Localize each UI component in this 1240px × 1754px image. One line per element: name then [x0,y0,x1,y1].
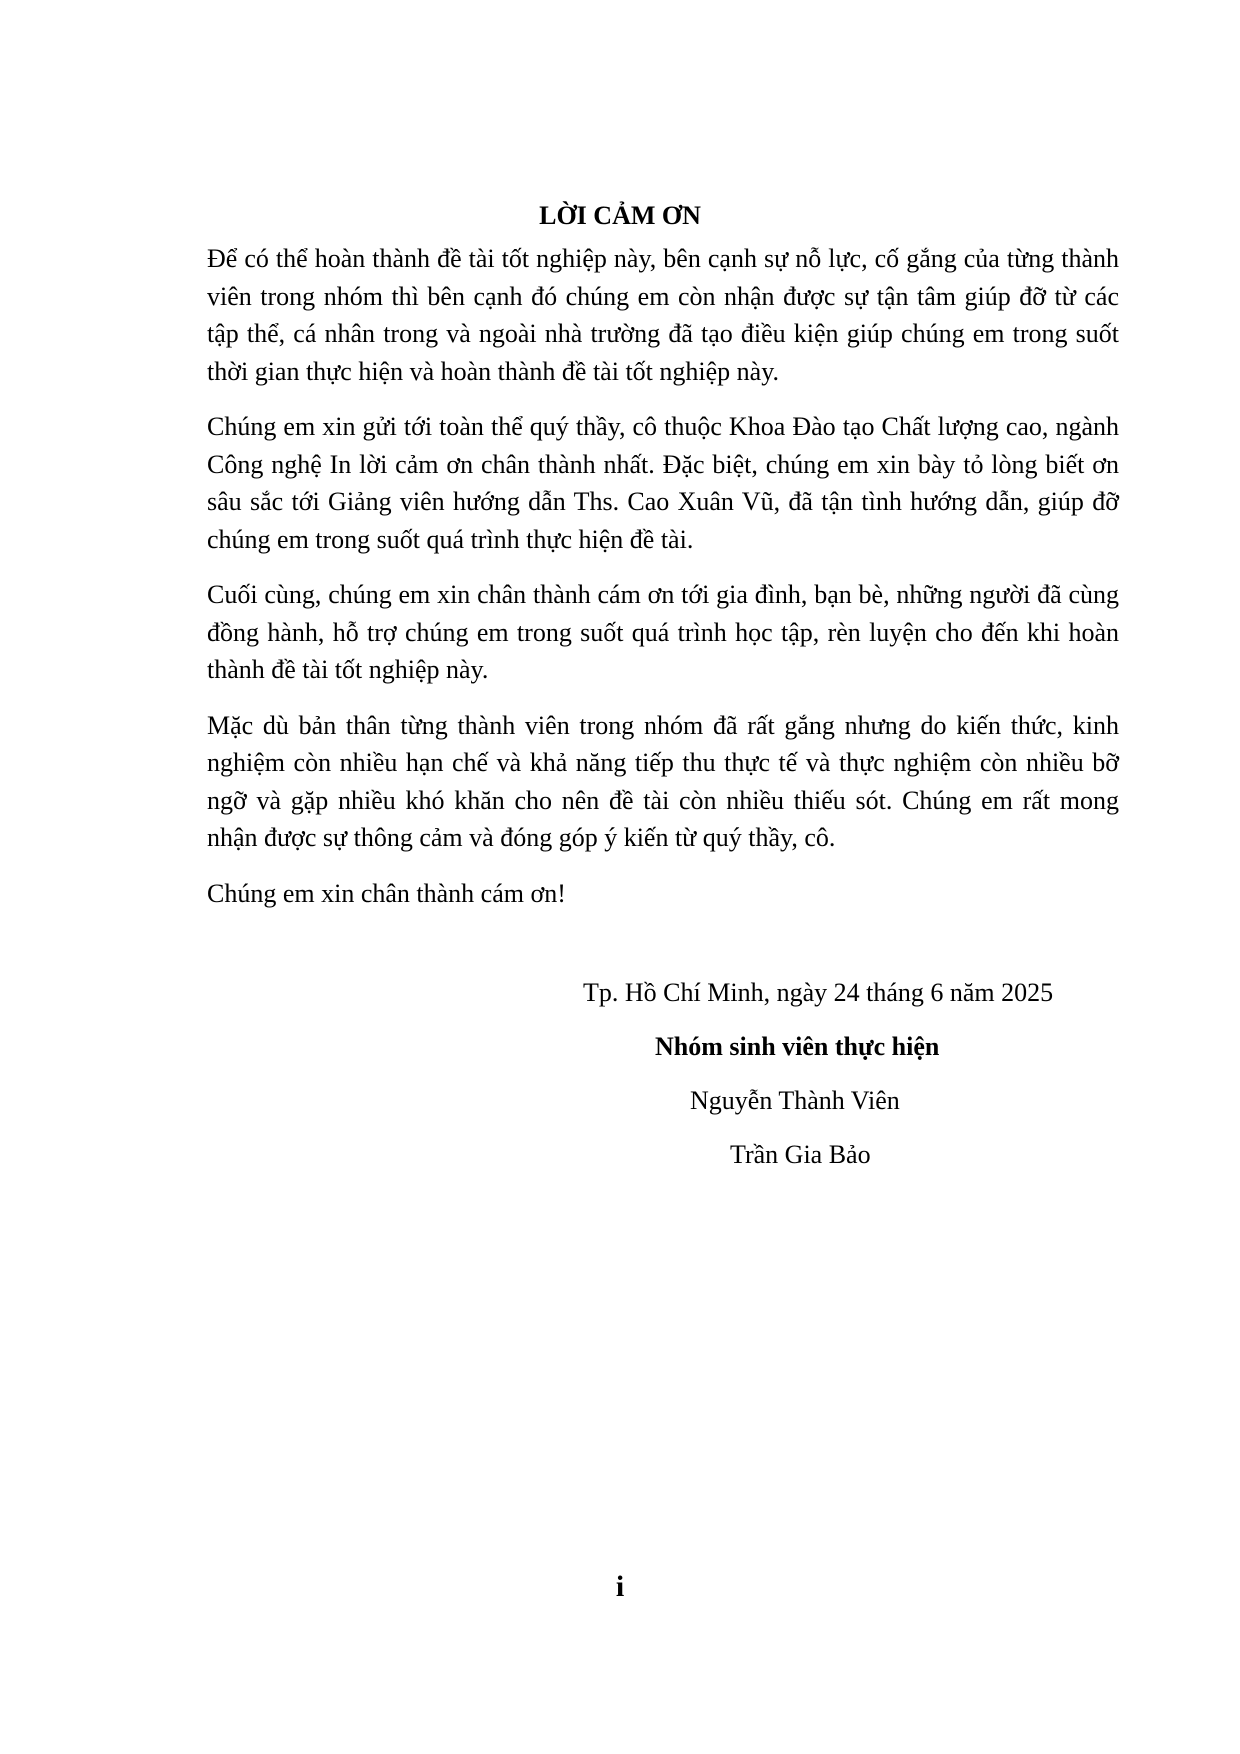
member-name: Trần Gia Bảo [730,1140,871,1169]
page-title: LỜI CẢM ƠN [539,201,701,230]
acknowledgement-body [207,240,1119,930]
page-number: i [615,1570,625,1603]
member-name: Nguyễn Thành Viên [690,1086,900,1115]
paragraph: Chúng em xin gửi tới toàn thể quý thầy, cô thuộc Khoa Đào tạo Chất lượng cao, ngành Công nghệ In lời cảm ơn chân thành nhất. Đặc biệt, chúng em xin bày tỏ lòng biết ơn sâu sắc tới Giảng viên hướng dẫn Ths. Cao Xuân Vũ, đã tận tình hướng dẫn, giúp đỡ chúng em trong suốt quá trình thực hiện đề tài. [207,412,1119,554]
group-label: Nhóm sinh viên thực hiện [655,1032,940,1061]
closing-line: Chúng em xin chân thành cám ơn! [207,878,566,908]
paragraph: Mặc dù bản thân từng thành viên trong nhóm đã rất gắng nhưng do kiến thức, kinh nghiệm còn nhiều hạn chế và khả năng tiếp thu thực tế và thực nghiệm còn nhiều bỡ ngỡ và gặp nhiều khó khăn cho nên đề tài còn nhiều thiếu sót. Chúng em rất mong nhận được sự thông cảm và đóng góp ý kiến từ quý thầy, cô. [207,710,1119,852]
paragraph: Để có thể hoàn thành đề tài tốt nghiệp này, bên cạnh sự nỗ lực, cố gắng của từng thành viên trong nhóm thì bên cạnh đó chúng em còn nhận được sự tận tâm giúp đỡ từ các tập thể, cá nhân trong và ngoài nhà trường đã tạo điều kiện giúp chúng em trong suốt thời gian thực hiện và hoàn thành đề tài tốt nghiệp này. [207,244,1119,386]
place-date: Tp. Hồ Chí Minh, ngày 24 tháng 6 năm 2025 [583,978,1054,1007]
paragraph: Cuối cùng, chúng em xin chân thành cám ơn tới gia đình, bạn bè, những người đã cùng đồng hành, hỗ trợ chúng em trong suốt quá trình học tập, rèn luyện cho đến khi hoàn thành đề tài tốt nghiệp này. [207,580,1119,684]
